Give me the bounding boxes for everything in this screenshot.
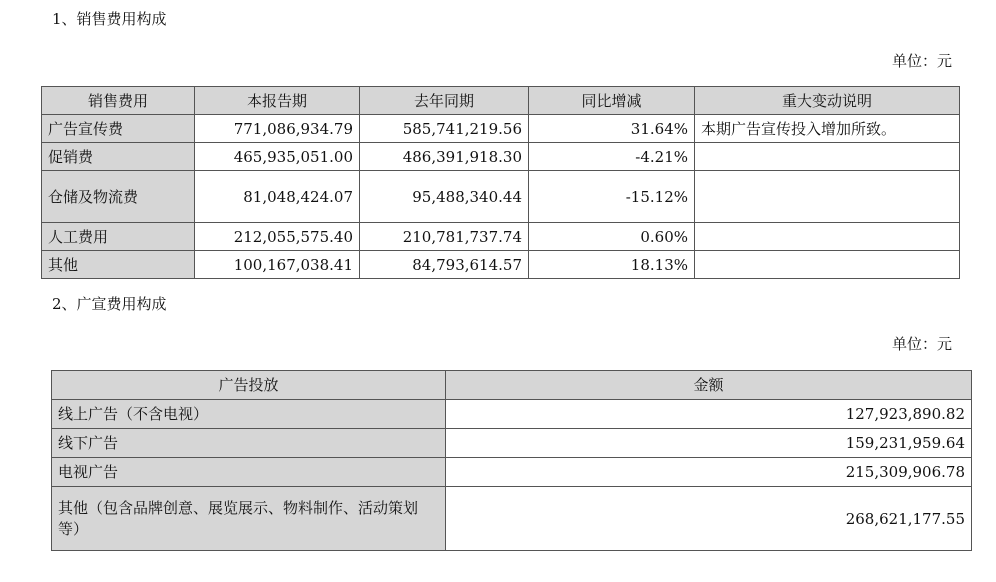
current-period-value: 81,048,424.07 — [195, 171, 360, 223]
column-header: 销售费用 — [42, 87, 195, 115]
row-label: 仓储及物流费 — [42, 171, 195, 223]
change-note — [695, 251, 960, 279]
row-label: 电视广告 — [52, 458, 446, 487]
amount-value: 159,231,959.64 — [446, 429, 972, 458]
current-period-value: 771,086,934.79 — [195, 115, 360, 143]
column-header: 金额 — [446, 371, 972, 400]
current-period-value: 465,935,051.00 — [195, 143, 360, 171]
yoy-change-value: -4.21% — [529, 143, 695, 171]
section2-unit-label: 单位：元 — [891, 335, 952, 353]
change-note: 本期广告宣传投入增加所致。 — [695, 115, 960, 143]
column-header: 重大变动说明 — [695, 87, 960, 115]
amount-value: 215,309,906.78 — [446, 458, 972, 487]
yoy-change-value: 0.60% — [529, 223, 695, 251]
column-header: 本报告期 — [195, 87, 360, 115]
row-label: 其他（包含品牌创意、展览展示、物料制作、活动策划等） — [52, 487, 446, 551]
table-row — [52, 429, 972, 458]
row-label: 其他 — [42, 251, 195, 279]
previous-period-value: 84,793,614.57 — [360, 251, 529, 279]
previous-period-value: 486,391,918.30 — [360, 143, 529, 171]
change-note — [695, 171, 960, 223]
section2-heading: 2、广宣费用构成 — [52, 295, 167, 313]
previous-period-value: 210,781,737.74 — [360, 223, 529, 251]
amount-value: 268,621,177.55 — [446, 487, 972, 551]
yoy-change-value: -15.12% — [529, 171, 695, 223]
yoy-change-value: 18.13% — [529, 251, 695, 279]
row-label: 人工费用 — [42, 223, 195, 251]
section1-unit-label: 单位：元 — [891, 52, 952, 70]
table-row — [42, 171, 960, 223]
section1-heading: 1、销售费用构成 — [52, 10, 167, 28]
column-header: 同比增减 — [529, 87, 695, 115]
table-header-row — [42, 87, 960, 115]
row-label: 广告宣传费 — [42, 115, 195, 143]
previous-period-value: 585,741,219.56 — [360, 115, 529, 143]
column-header: 去年同期 — [360, 87, 529, 115]
row-label: 促销费 — [42, 143, 195, 171]
row-label: 线下广告 — [52, 429, 446, 458]
change-note — [695, 223, 960, 251]
table-row — [52, 487, 972, 551]
amount-value: 127,923,890.82 — [446, 400, 972, 429]
advertising-expense-table — [51, 370, 972, 551]
table-row — [42, 223, 960, 251]
table-row — [52, 400, 972, 429]
current-period-value: 100,167,038.41 — [195, 251, 360, 279]
table-row — [52, 458, 972, 487]
row-label: 线上广告（不含电视） — [52, 400, 446, 429]
change-note — [695, 143, 960, 171]
table-row — [42, 251, 960, 279]
previous-period-value: 95,488,340.44 — [360, 171, 529, 223]
table-row — [42, 115, 960, 143]
sales-expense-table — [41, 86, 960, 279]
table-header-row — [52, 371, 972, 400]
current-period-value: 212,055,575.40 — [195, 223, 360, 251]
table-row — [42, 143, 960, 171]
yoy-change-value: 31.64% — [529, 115, 695, 143]
column-header: 广告投放 — [52, 371, 446, 400]
